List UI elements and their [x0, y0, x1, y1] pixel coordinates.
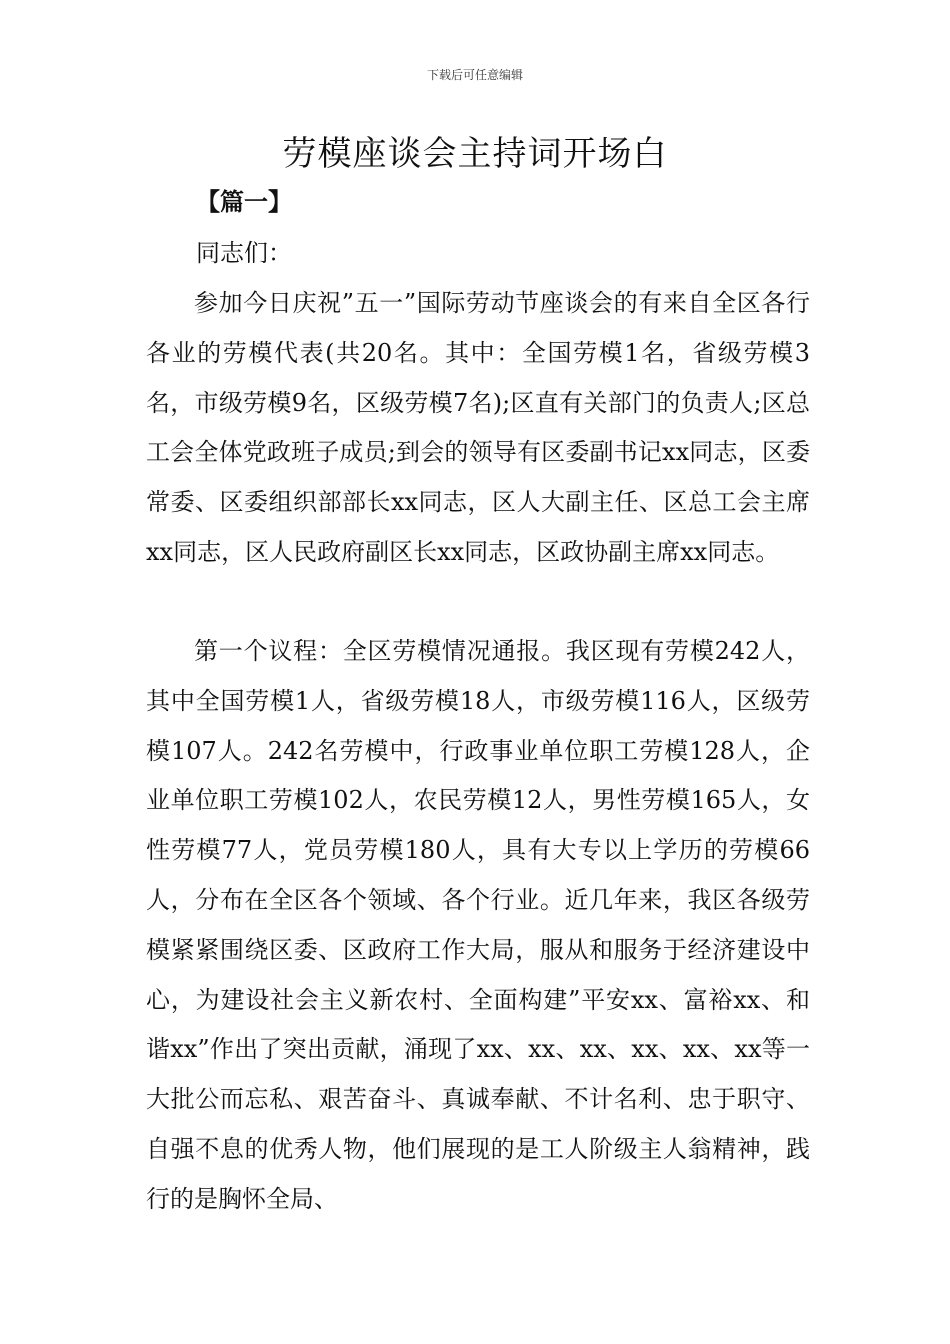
document-title: 劳模座谈会主持词开场白: [282, 134, 668, 174]
greeting: 同志们：: [196, 239, 292, 267]
header-note: 下载后可任意编辑: [426, 68, 523, 82]
paragraph-attendees: 参加今日庆祝”五一”国际劳动节座谈会的有来自全区各行各业的劳模代表(共20名。其中：全国劳模1名，省级劳模3名，市级劳模9名，区级劳模7名);区直有关部门的负责人;区总工会全体党政班子成员;到会的领导有区委副书记xx同志，区委常委、区委组织部部长xx同志，区人大副主任、区总工会主席xx同志，区人民政府副区长xx同志，区政协副主席xx同志。: [146, 289, 810, 566]
paragraph-agenda-one: 第一个议程：全区劳模情况通报。我区现有劳模242人，其中全国劳模1人，省级劳模18人，市级劳模116人，区级劳模107人。242名劳模中，行政事业单位职工劳模128人，企业单位职工劳模102人，农民劳模12人，男性劳模165人，女性劳模77人，党员劳模180人，具有大专以上学历的劳模66人，分布在全区各个领域、各个行业。近几年来，我区各级劳模紧紧围绕区委、区政府工作大局，服从和服务于经济建设中心，为建设社会主义新农村、全面构建”平安xx、富裕xx、和谐xx”作出了突出贡献，涌现了xx、xx、xx、xx、xx、xx等一大批公而忘私、艰苦奋斗、真诚奉献、不计名利、忠于职守、自强不息的优秀人物，他们展现的是工人阶级主人翁精神，践行的是胸怀全局、: [146, 637, 810, 1213]
section-label: 【篇一】: [196, 188, 292, 216]
